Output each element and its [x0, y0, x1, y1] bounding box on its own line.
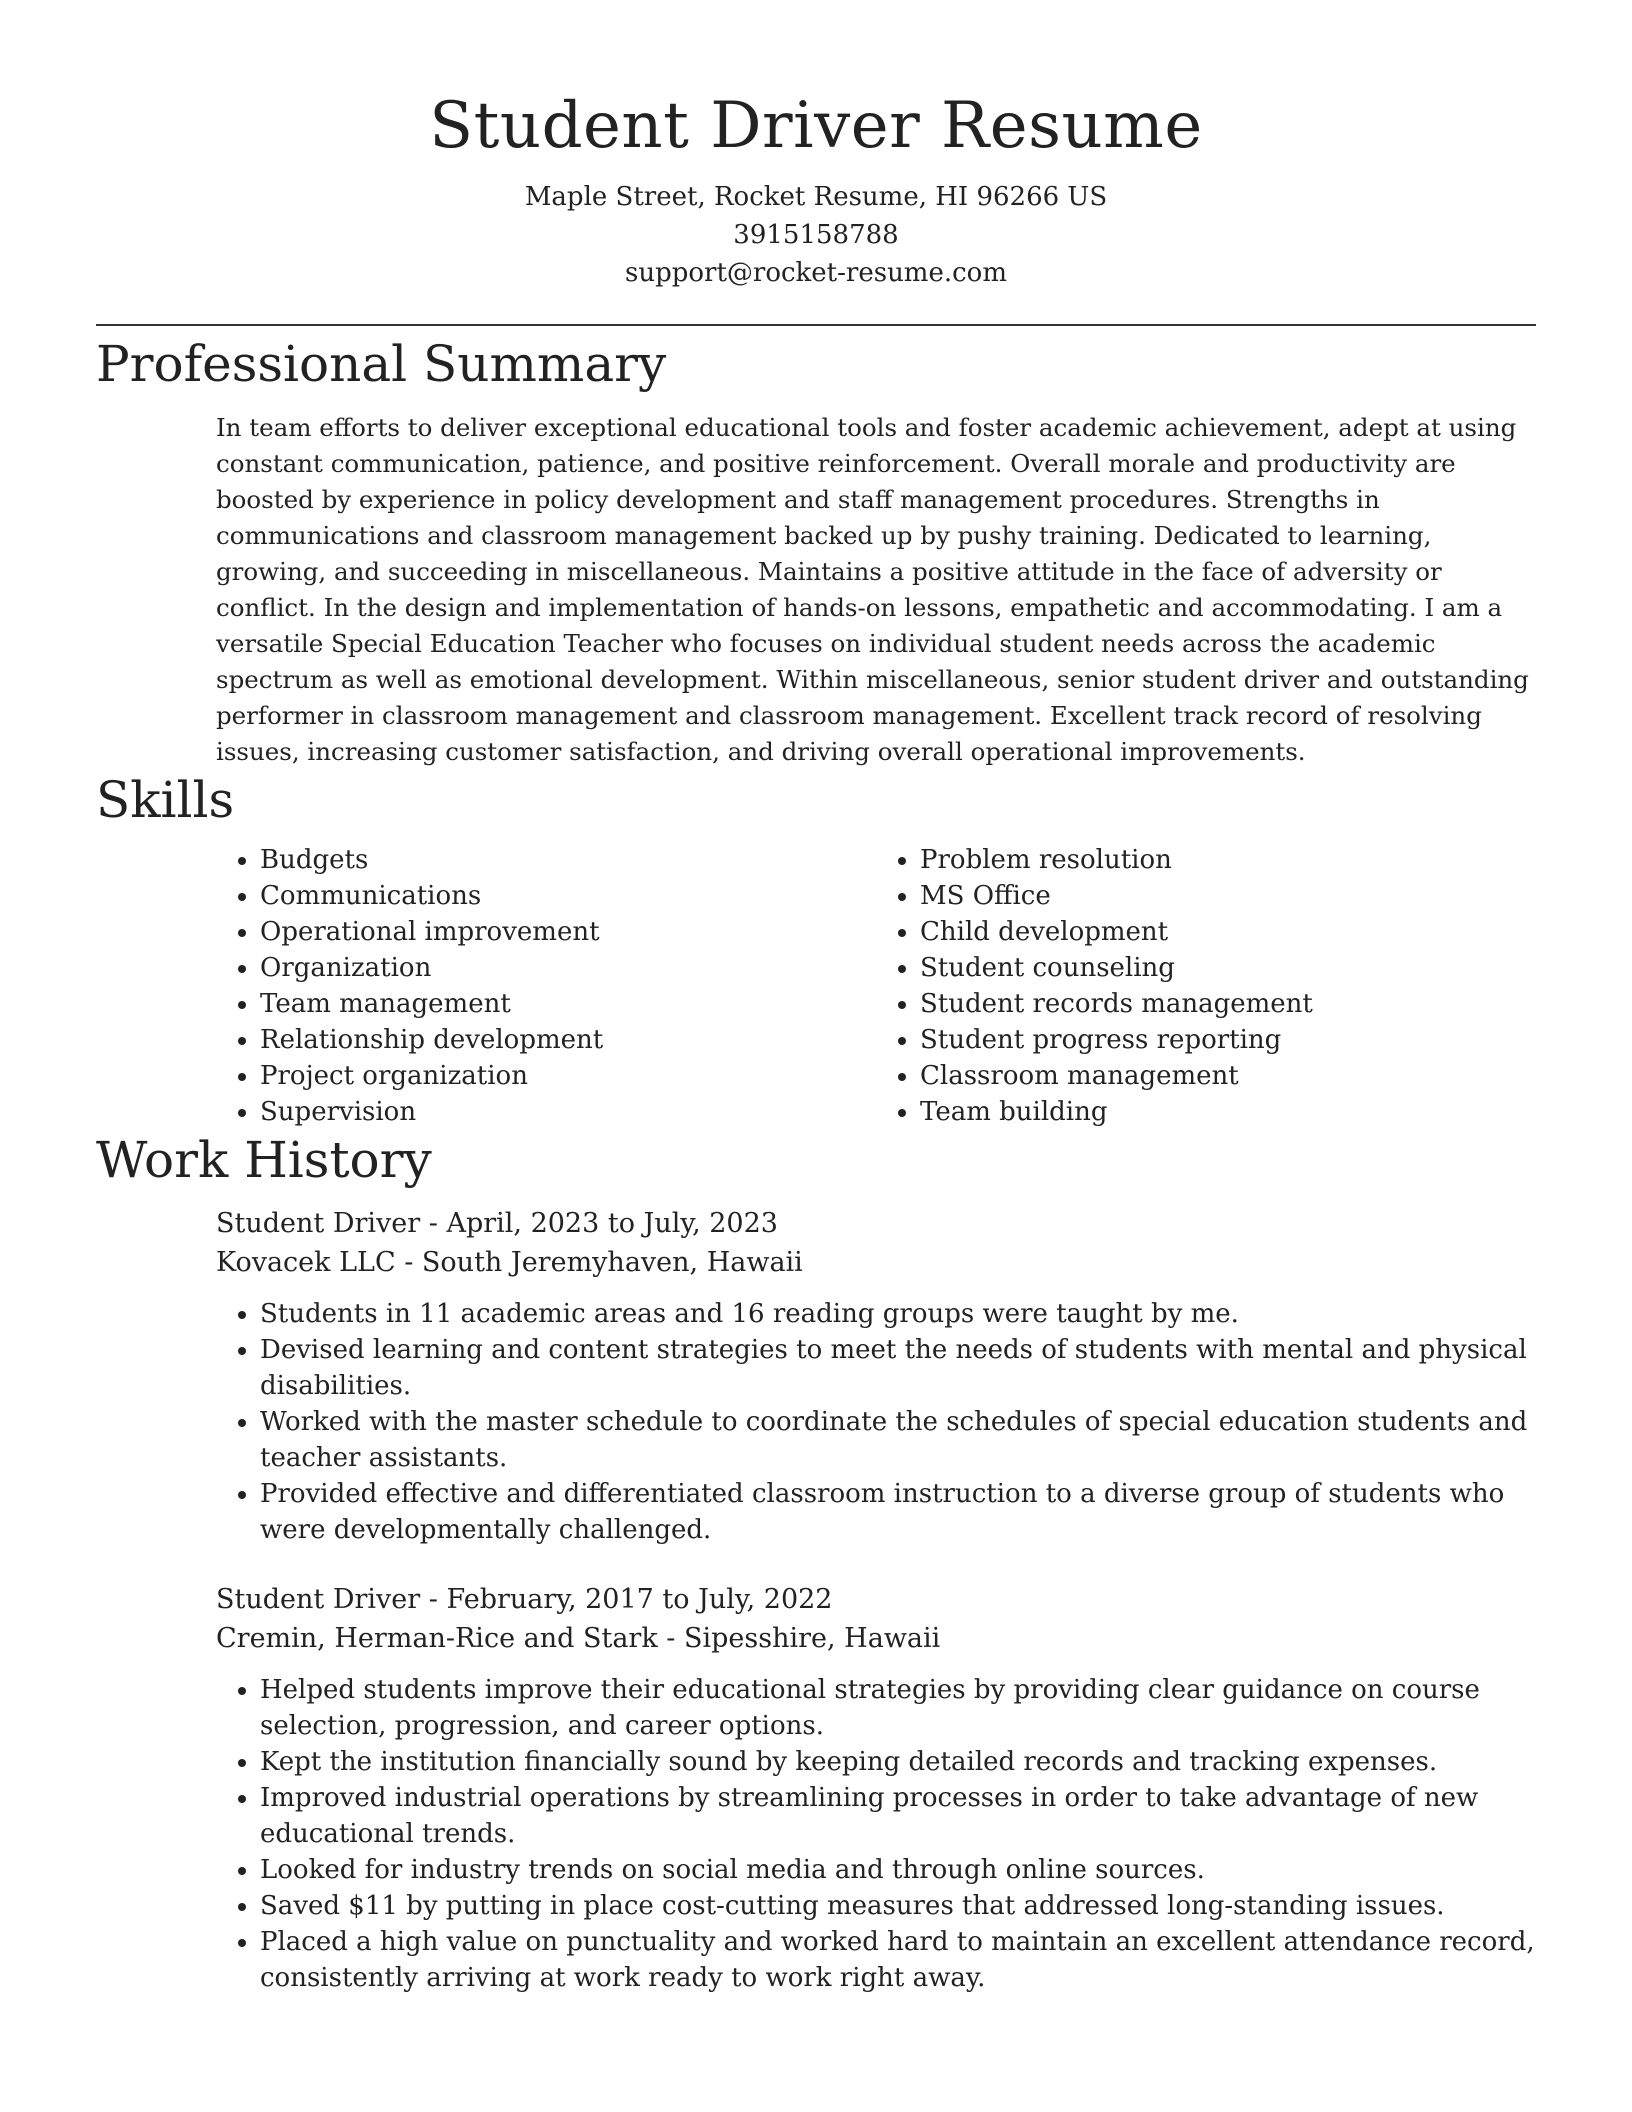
skill-item: • Student records management	[920, 986, 1536, 1022]
job-title-line	[216, 1580, 1536, 1619]
job-bullets	[216, 1296, 1536, 1548]
job-bullet: • Students in 11 academic areas and 16 reading groups were taught by me.	[260, 1296, 1536, 1332]
skill-item: • Relationship development	[260, 1022, 876, 1058]
job-entry	[216, 1580, 1536, 1996]
skill-item: • Student progress reporting	[920, 1022, 1536, 1058]
job-title-line	[216, 1204, 1536, 1243]
job-company: Kovacek LLC	[216, 1247, 396, 1278]
job-entry	[216, 1204, 1536, 1548]
contact-block	[96, 178, 1536, 292]
skill-item: • Budgets	[260, 842, 876, 878]
job-bullet: • Looked for industry trends on social media and through online sources.	[260, 1852, 1536, 1888]
job-bullet: • Placed a high value on punctuality and worked hard to maintain an excellent attendance record, consistently arriving at work ready to work right away.	[260, 1924, 1536, 1996]
job-dates: February, 2017 to July, 2022	[446, 1584, 833, 1615]
job-location: South Jeremyhaven, Hawaii	[421, 1247, 803, 1278]
contact-address: Maple Street, Rocket Resume, HI 96266 US	[524, 182, 1108, 212]
job-bullet: • Saved $11 by putting in place cost-cutting measures that addressed long-standing issues.	[260, 1888, 1536, 1924]
skill-item: • Team management	[260, 986, 876, 1022]
job-bullet: • Devised learning and content strategies to meet the needs of students with mental and physical disabilities.	[260, 1332, 1536, 1404]
job-bullet: • Improved industrial operations by streamlining processes in order to take advantage of new educational trends.	[260, 1780, 1536, 1852]
job-title: Student Driver	[216, 1584, 421, 1615]
job-bullet: • Kept the institution financially sound by keeping detailed records and tracking expenses.	[260, 1744, 1536, 1780]
skill-item: • Problem resolution	[920, 842, 1536, 878]
job-location: Sipesshire, Hawaii	[684, 1623, 941, 1654]
contact-email: support@rocket-resume.com	[624, 258, 1007, 288]
skill-item: • Child development	[920, 914, 1536, 950]
resume-title: Student Driver Resume	[429, 89, 1203, 163]
contact-phone: 3915158788	[733, 220, 899, 250]
separator: -	[657, 1623, 684, 1654]
job-bullet: • Helped students improve their educational strategies by providing clear guidance on course selection, progression, and career options.	[260, 1672, 1536, 1744]
job-company: Cremin, Herman-Rice and Stark	[216, 1623, 658, 1654]
job-bullet: • Provided effective and differentiated classroom instruction to a diverse group of students who were developmentally challenged.	[260, 1476, 1536, 1548]
resume-page	[96, 0, 1536, 1996]
skill-item: • Student counseling	[920, 950, 1536, 986]
separator: -	[420, 1208, 447, 1239]
skills-column-right	[876, 842, 1536, 1130]
header-divider	[96, 324, 1536, 326]
job-company-line	[216, 1243, 1536, 1282]
skills-heading: Skills	[96, 771, 235, 829]
job-title: Student Driver	[216, 1208, 421, 1239]
resume-header	[96, 0, 1536, 292]
skills-column-left	[216, 842, 876, 1130]
skill-item: • Supervision	[260, 1094, 876, 1130]
job-bullets	[216, 1672, 1536, 1996]
job-bullet: • Worked with the master schedule to coordinate the schedules of special education students and teacher assistants.	[260, 1404, 1536, 1476]
skill-item: • Project organization	[260, 1058, 876, 1094]
summary-text: In team efforts to deliver exceptional educational tools and foster academic achievement, adept at using constant communication, patience, and positive reinforcement. Overall morale and productivity are boosted by experience in policy development and staff management procedures. Strengths in communications and classroom management backed up by pushy training. Dedicated to learning, growing, and succeeding in miscellaneous. Maintains a positive attitude in the face of adversity or conflict. In the design and implementation of hands-on lessons, empathetic and accommodating. I am a versatile Special Education Teacher who focuses on individual student needs across the academic spectrum as well as emotional development. Within miscellaneous, senior student driver and outstanding performer in classroom management and classroom management. Excellent track record of resolving issues, increasing customer satisfaction, and driving overall operational improvements.	[216, 413, 1529, 766]
skills-grid	[216, 842, 1536, 1130]
skill-item: • MS Office	[920, 878, 1536, 914]
skill-item: • Classroom management	[920, 1058, 1536, 1094]
skill-item: • Communications	[260, 878, 876, 914]
separator: -	[420, 1584, 447, 1615]
skill-item: • Team building	[920, 1094, 1536, 1130]
skill-item: • Organization	[260, 950, 876, 986]
summary-heading: Professional Summary	[96, 335, 667, 393]
work-history-heading: Work History	[96, 1131, 432, 1189]
job-dates: April, 2023 to July, 2023	[446, 1208, 778, 1239]
job-company-line	[216, 1619, 1536, 1658]
skill-item: • Operational improvement	[260, 914, 876, 950]
separator: -	[395, 1247, 422, 1278]
